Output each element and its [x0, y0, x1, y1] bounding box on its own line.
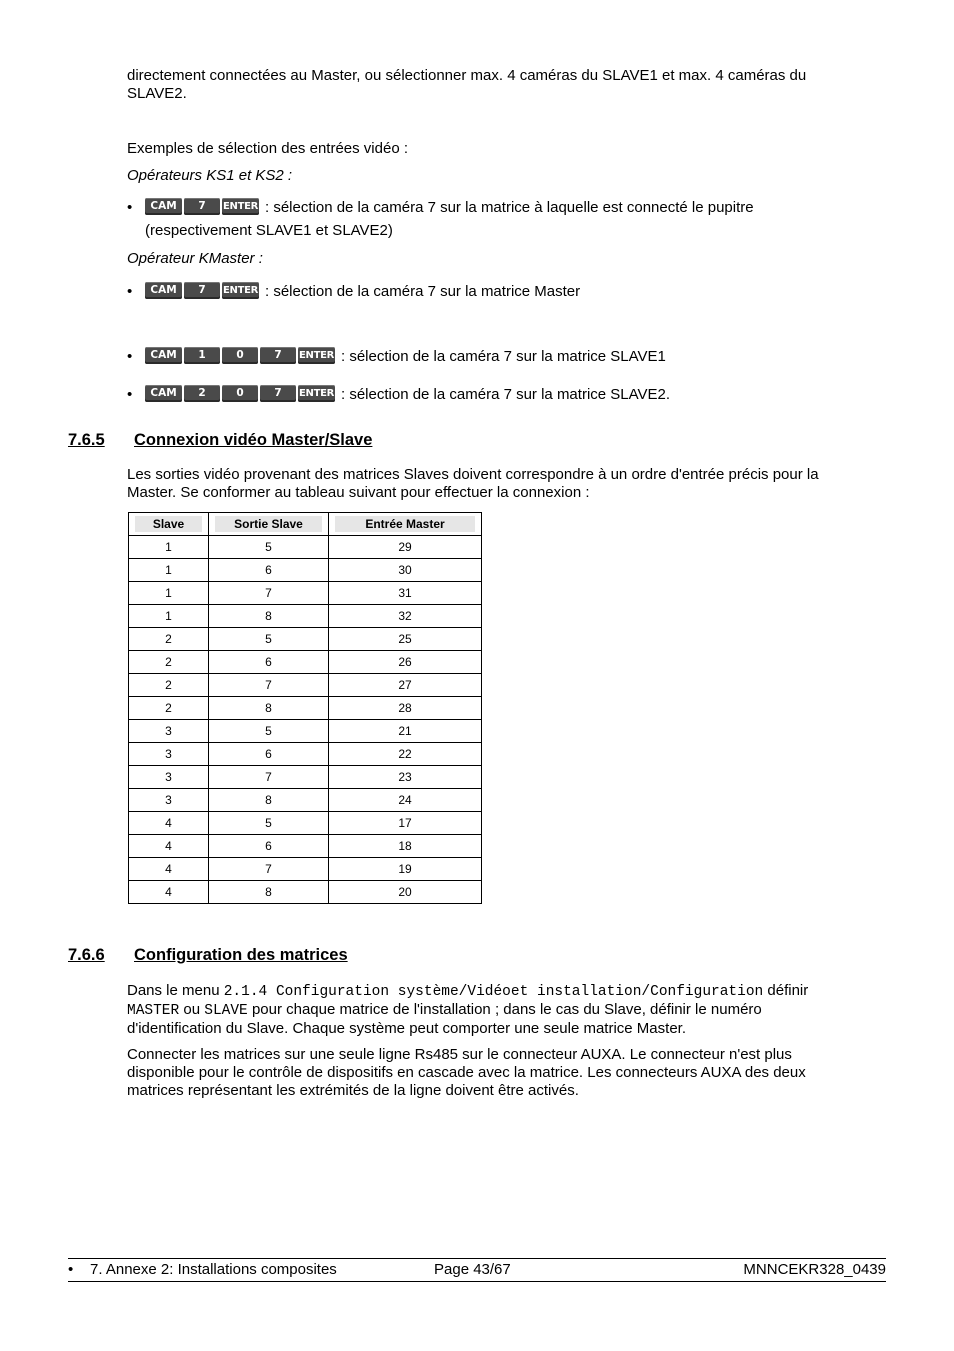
text-run: pour chaque matrice de l'installation ; dans le cas du Slave, définir le numéro — [251, 1001, 762, 1018]
table-row — [129, 536, 482, 559]
ks-bullet-text-cont: (respectivement SLAVE1 et SLAVE2) — [145, 222, 393, 239]
table-cell: 3 — [129, 789, 209, 812]
table-cell: 24 — [329, 789, 482, 812]
paragraph-line: disponible pour le contrôle de dispositifs en cascade avec la matrice. Les connecteurs AUXA des deux — [127, 1064, 806, 1081]
table-cell: 22 — [329, 743, 482, 766]
table-cell: 3 — [129, 743, 209, 766]
paragraph-line: Connecter les matrices sur une seule ligne Rs485 sur le connecteur AUXA. Le connecteur n'est plus — [127, 1046, 792, 1063]
column-header: Sortie Slave — [209, 513, 329, 536]
section-number: 7.6.5 — [68, 431, 105, 449]
examples-title: Exemples de sélection des entrées vidéo : — [127, 140, 408, 157]
kmaster-bullet-1 — [127, 280, 580, 303]
table-row — [129, 582, 482, 605]
section-765-paragraph — [127, 466, 887, 502]
number-key: 1 — [184, 347, 220, 364]
table-cell: 28 — [329, 697, 482, 720]
table-cell: 7 — [209, 766, 329, 789]
table-cell: 21 — [329, 720, 482, 743]
table-cell: 29 — [329, 536, 482, 559]
table-row — [129, 651, 482, 674]
table-cell: 20 — [329, 881, 482, 904]
table-cell: 6 — [209, 651, 329, 674]
table-cell: 4 — [129, 881, 209, 904]
table-cell: 26 — [329, 651, 482, 674]
intro-line-2: SLAVE2. — [127, 85, 187, 102]
ks-bullet-text: : sélection de la caméra 7 sur la matrice à laquelle est connecté le pupitre — [265, 199, 754, 216]
kmaster-bullet-2 — [127, 345, 666, 368]
table-cell: 1 — [129, 605, 209, 628]
operator-kmaster-label: Opérateur KMaster : — [127, 250, 263, 267]
table-cell: 4 — [129, 835, 209, 858]
table-cell: 23 — [329, 766, 482, 789]
table-row — [129, 881, 482, 904]
table-row — [129, 674, 482, 697]
table-cell: 6 — [209, 559, 329, 582]
table-cell: 8 — [209, 881, 329, 904]
table-cell: 3 — [129, 766, 209, 789]
key-sequence — [145, 385, 335, 402]
section-number: 7.6.6 — [68, 946, 105, 964]
enter-key: ENTER — [298, 347, 335, 364]
footer-bullet: • — [68, 1261, 74, 1278]
table-cell: 17 — [329, 812, 482, 835]
number-key: 7 — [184, 198, 220, 215]
table-cell: 6 — [209, 835, 329, 858]
paragraph-line — [127, 982, 887, 1001]
section-heading-766 — [68, 946, 348, 965]
table-row — [129, 835, 482, 858]
text-run: définir — [767, 982, 809, 999]
table-row — [129, 697, 482, 720]
table-cell: 8 — [209, 789, 329, 812]
text-run: ou — [183, 1001, 201, 1018]
footer-rule-top — [68, 1258, 886, 1259]
table-cell: 1 — [129, 582, 209, 605]
table-body — [129, 536, 482, 904]
footer-rule-bottom — [68, 1281, 886, 1282]
table-cell: 4 — [129, 812, 209, 835]
enter-key: ENTER — [222, 282, 259, 299]
table-cell: 2 — [129, 697, 209, 720]
operators-ks-label: Opérateurs KS1 et KS2 : — [127, 167, 293, 184]
number-key: 7 — [184, 282, 220, 299]
paragraph-line: matrices représentant les extrémités de la ligne doivent être activés. — [127, 1082, 579, 1099]
table-row — [129, 743, 482, 766]
table-cell: 31 — [329, 582, 482, 605]
table-cell: 5 — [209, 812, 329, 835]
table-cell: 5 — [209, 536, 329, 559]
cam-key: CAM — [145, 282, 182, 299]
number-key: 0 — [222, 385, 258, 402]
kmaster-bullet-text: : sélection de la caméra 7 sur la matrice SLAVE2. — [341, 386, 671, 403]
table-row — [129, 559, 482, 582]
table-cell: 2 — [129, 628, 209, 651]
table-cell: 8 — [209, 697, 329, 720]
column-header: Entrée Master — [329, 513, 482, 536]
table-cell: 5 — [209, 720, 329, 743]
table-cell: 4 — [129, 858, 209, 881]
enter-key: ENTER — [298, 385, 335, 402]
table-cell: 8 — [209, 605, 329, 628]
section-title: Configuration des matrices — [134, 946, 348, 964]
table-cell: 6 — [209, 743, 329, 766]
table-cell: 3 — [129, 720, 209, 743]
kmaster-bullet-text: : sélection de la caméra 7 sur la matrice SLAVE1 — [341, 348, 666, 365]
table-cell: 25 — [329, 628, 482, 651]
table-cell: 7 — [209, 674, 329, 697]
code-value: MASTER — [127, 1003, 180, 1019]
footer-page-number: Page 43/67 — [434, 1261, 511, 1278]
intro-paragraph — [127, 67, 887, 103]
kmaster-bullet-text: : sélection de la caméra 7 sur la matrice Master — [265, 283, 581, 300]
section-766-paragraph-1 — [127, 982, 887, 1038]
table-cell: 1 — [129, 536, 209, 559]
number-key: 7 — [260, 347, 296, 364]
number-key: 2 — [184, 385, 220, 402]
cam-key: CAM — [145, 198, 182, 215]
table-cell: 32 — [329, 605, 482, 628]
key-sequence — [145, 198, 259, 215]
column-header: Slave — [129, 513, 209, 536]
menu-path: 2.1.4 Configuration système/Vidéo — [223, 984, 511, 1000]
table-cell: 5 — [209, 628, 329, 651]
table-row — [129, 789, 482, 812]
bullet-dot: • — [127, 386, 133, 403]
table-cell: 30 — [329, 559, 482, 582]
table-row — [129, 605, 482, 628]
bullet-dot: • — [127, 283, 133, 300]
number-key: 7 — [260, 385, 296, 402]
code-value: SLAVE — [204, 1003, 248, 1019]
table-row — [129, 720, 482, 743]
intro-line-1: directement connectées au Master, ou sélectionner max. 4 caméras du SLAVE1 et max. 4 caméras du — [127, 67, 807, 84]
table-row — [129, 766, 482, 789]
paragraph-line — [127, 1001, 887, 1020]
key-sequence — [145, 347, 335, 364]
table-cell: 2 — [129, 651, 209, 674]
table-cell: 1 — [129, 559, 209, 582]
table-cell: 7 — [209, 858, 329, 881]
table-header-row — [129, 513, 482, 536]
ks-bullet — [127, 196, 754, 242]
section-title: Connexion vidéo Master/Slave — [134, 431, 373, 449]
table-cell: 2 — [129, 674, 209, 697]
kmaster-bullet-3 — [127, 383, 670, 406]
connection-table — [128, 512, 482, 904]
cam-key: CAM — [145, 347, 182, 364]
table-cell: 18 — [329, 835, 482, 858]
paragraph-line: Les sorties vidéo provenant des matrices Slaves doivent correspondre à un ordre d'entrée précis pour la — [127, 466, 819, 483]
cam-key: CAM — [145, 385, 182, 402]
footer-doc-code: MNNCEKR328_0439 — [743, 1261, 886, 1278]
bullet-dot: • — [127, 348, 133, 365]
paragraph-line: d'identification du Slave. Chaque système peut comporter une seule matrice Master. — [127, 1020, 686, 1037]
enter-key: ENTER — [222, 198, 259, 215]
table-row — [129, 812, 482, 835]
table-row — [129, 628, 482, 651]
footer-chapter: 7. Annexe 2: Installations composites — [90, 1261, 337, 1278]
section-heading-765 — [68, 431, 372, 450]
table-cell: 7 — [209, 582, 329, 605]
table-cell: 19 — [329, 858, 482, 881]
text-run: Dans le menu — [127, 982, 220, 999]
section-766-paragraph-2 — [127, 1046, 887, 1100]
paragraph-line: Master. Se conformer au tableau suivant pour effectuer la connexion : — [127, 484, 590, 501]
menu-path: et installation/Configuration — [510, 984, 764, 1000]
bullet-dot: • — [127, 199, 133, 216]
key-sequence — [145, 282, 259, 299]
table-row — [129, 858, 482, 881]
table-cell: 27 — [329, 674, 482, 697]
number-key: 0 — [222, 347, 258, 364]
